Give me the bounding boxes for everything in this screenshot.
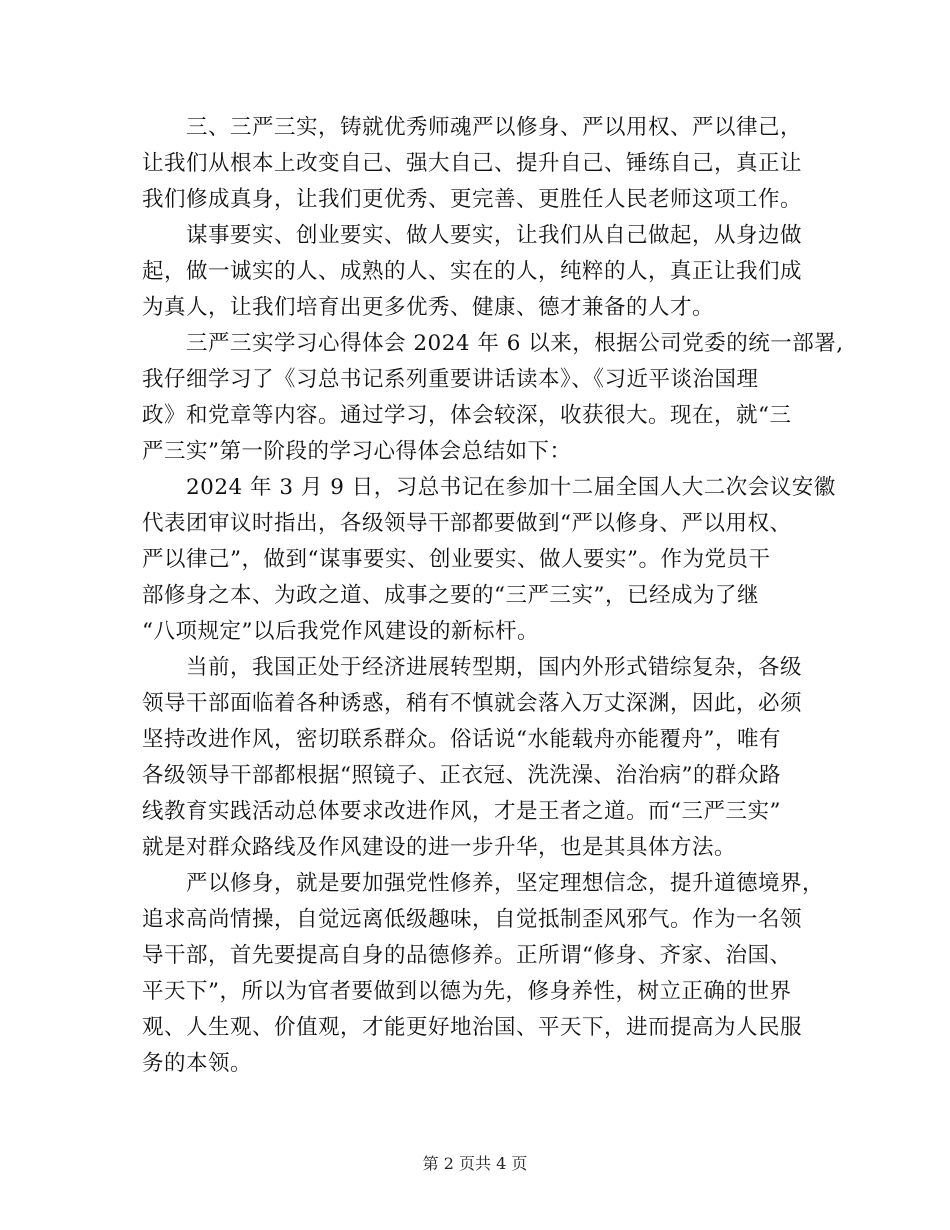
paragraph-line: 坚持改进作风，密切联系群众。俗话说“水能载舟亦能覆舟”，唯有 (142, 727, 781, 752)
paragraph-line: 就是对群众路线及作风建设的进一步升华，也是其具体方法。 (142, 835, 737, 860)
paragraph-line: 严以修身，就是要加强党性修养，坚定理想信念，提升道德境界， (186, 871, 825, 896)
paragraph-line: 我仔细学习了《习总书记系列重要讲话读本》、《习近平谈治国理 (142, 367, 759, 392)
page-number-footer: 第 2 页共 4 页 (422, 1154, 528, 1173)
paragraph-line: 起，做一诚实的人、成熟的人、实在的人，纯粹的人，真正让我们成 (142, 259, 803, 284)
paragraph-line: 领导干部面临着各种诱惑，稍有不慎就会落入万丈深渊，因此，必须 (142, 691, 803, 716)
paragraph-line: “八项规定”以后我党作风建设的新标杆。 (142, 619, 539, 644)
paragraph-line: 当前，我国正处于经济进展转型期，国内外形式错综复杂，各级 (186, 655, 803, 680)
paragraph-line: 导干部，首先要提高自身的品德修养。正所谓“修身、齐家、治国、 (142, 943, 792, 968)
document-body (142, 110, 844, 1082)
paragraph-line: 我们修成真身，让我们更优秀、更完善、更胜任人民老师这项工作。 (142, 187, 803, 212)
paragraph-line: 三严三实学习心得体会 2024 年 6 以来，根据公司党委的统一部署, (186, 331, 844, 356)
paragraph-line: 谋事要实、创业要实、做人要实，让我们从自己做起，从身边做 (186, 223, 803, 248)
paragraph-line: 三、三严三实，铸就优秀师魂严以修身、严以用权、严以律己， (186, 115, 803, 140)
paragraph-line: 严以律己”，做到“谋事要实、创业要实、做人要实”。作为党员干 (142, 547, 771, 572)
paragraph-line: 观、人生观、价值观，才能更好地治国、平天下，进而提高为人民服 (142, 1015, 803, 1040)
paragraph-line: 代表团审议时指出，各级领导干部都要做到“严以修身、严以用权、 (142, 511, 792, 536)
paragraph-line: 务的本领。 (142, 1051, 253, 1076)
paragraph-line: 线教育实践活动总体要求改进作风，才是王者之道。而“三严三实” (142, 799, 781, 824)
paragraph-line: 平天下”，所以为官者要做到以德为先，修身养性，树立正确的世界 (142, 979, 792, 1004)
paragraph-line: 部修身之本、为政之道、成事之要的“三严三实”，已经成为了继 (142, 583, 759, 608)
paragraph-line: 各级领导干部都根据“照镜子、正衣冠、洗洗澡、治治病”的群众路 (142, 763, 781, 788)
paragraph-line: 2024 年 3 月 9 日，习总书记在参加十二届全国人大二次会议安徽 (186, 475, 836, 500)
paragraph-line: 追求高尚情操，自觉远离低级趣味，自觉抵制歪风邪气。作为一名领 (142, 907, 803, 932)
paragraph-line: 为真人，让我们培育出更多优秀、健康、德才兼备的人才。 (142, 295, 715, 320)
paragraph-line: 严三实”第一阶段的学习心得体会总结如下： (142, 439, 572, 464)
paragraph-line: 让我们从根本上改变自己、强大自己、提升自己、锤练自己，真正让 (142, 151, 803, 176)
paragraph-line: 政》和党章等内容。通过学习，体会较深，收获很大。现在，就“三 (142, 403, 792, 428)
